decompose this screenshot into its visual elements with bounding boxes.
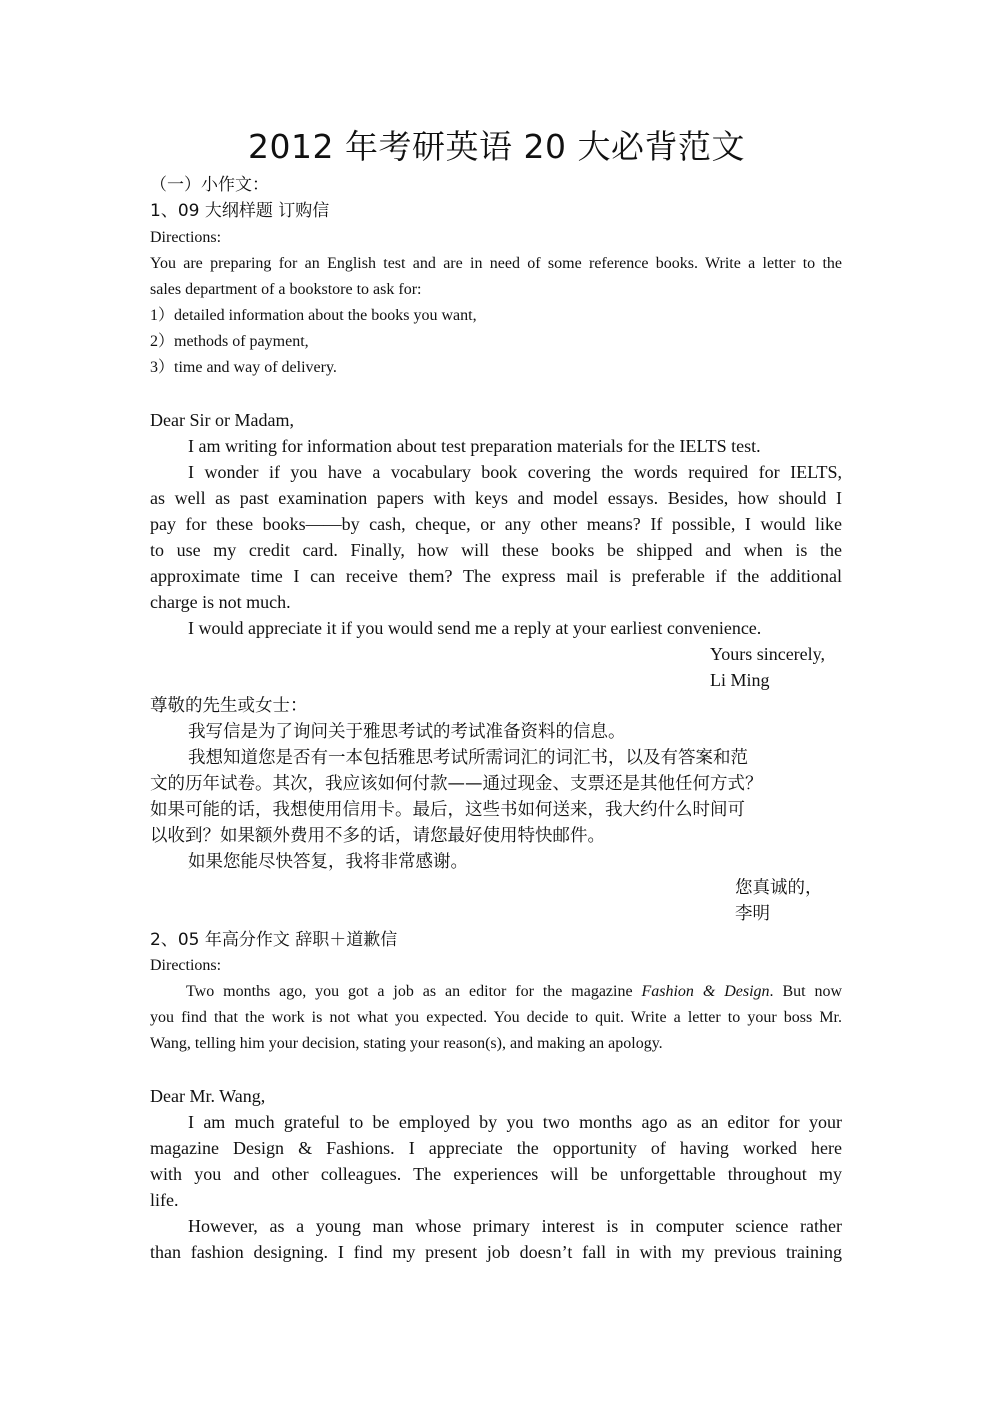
item2-directions-text: you find that the work is not what you expected. You decide to quit. Write a letter to your boss Mr.	[150, 1009, 842, 1026]
page-title: 2012 年考研英语 20 大必背范文	[248, 127, 745, 166]
letter1-cn-paragraph: 如果可能的话，我想使用信用卡。最后，这些书如何送来，我大约什么时间可	[150, 800, 745, 820]
letter1-paragraph: I am writing for information about test preparation materials for the IELTS test.	[188, 436, 761, 456]
magazine-title: Fashion & Design	[641, 983, 770, 1000]
letter2-paragraph: than fashion designing. I find my present job doesn’t fall in with my previous training	[150, 1242, 842, 1262]
letter1-salutation: Dear Sir or Madam,	[150, 410, 294, 430]
item2-heading: 2、05 年高分作文 辞职＋道歉信	[150, 930, 398, 950]
letter2-paragraph: with you and other colleagues. The experiences will be unforgettable throughout my	[150, 1164, 842, 1184]
letter2-paragraph: life.	[150, 1190, 179, 1210]
letter1-cn-salutation: 尊敬的先生或女士：	[150, 696, 308, 716]
letter1-paragraph: charge is not much.	[150, 592, 291, 612]
item1-directions-text: You are preparing for an English test and are in need of some reference books. Write a letter to the	[150, 255, 842, 272]
letter2-paragraph: I am much grateful to be employed by you two months ago as an editor for your	[188, 1112, 842, 1132]
letter1-cn-paragraph: 文的历年试卷。其次，我应该如何付款——通过现金、支票还是其他任何方式？	[150, 774, 763, 794]
letter1-cn-paragraph: 如果您能尽快答复，我将非常感谢。	[188, 852, 468, 872]
item2-directions-text: Wang, telling him your decision, stating your reason(s), and making an apology.	[150, 1035, 663, 1052]
item2-directions-label: Directions:	[150, 957, 222, 974]
letter1-paragraph: I wonder if you have a vocabulary book covering the words required for IELTS,	[188, 462, 842, 482]
item1-directions-label: Directions:	[150, 229, 222, 246]
item1-point: 3）time and way of delivery.	[150, 359, 337, 376]
item1-heading: 1、09 大纲样题 订购信	[150, 201, 330, 221]
letter1-cn-paragraph: 以收到？如果额外费用不多的话，请您最好使用特快邮件。	[150, 826, 605, 846]
letter1-cn-closing: 您真诚的，	[735, 878, 823, 898]
letter1-cn-paragraph: 我写信是为了询问关于雅思考试的考试准备资料的信息。	[188, 722, 626, 742]
letter1-paragraph: pay for these books——by cash, cheque, or any other means? If possible, I would like	[150, 514, 842, 534]
letter1-paragraph: approximate time I can receive them? The express mail is preferable if the additional	[150, 566, 842, 586]
letter1-closing: Yours sincerely,	[710, 644, 825, 664]
item2-directions-text: Two months ago, you got a job as an editor for the magazine Fashion & Design. But now	[186, 983, 843, 1000]
letter1-paragraph: as well as past examination papers with keys and model essays. Besides, how should I	[150, 488, 842, 508]
letter1-paragraph: to use my credit card. Finally, how will these books be shipped and when is the	[150, 540, 842, 560]
item1-point: 2）methods of payment,	[150, 333, 309, 350]
letter1-cn-signature: 李明	[735, 904, 770, 924]
letter1-cn-paragraph: 我想知道您是否有一本包括雅思考试所需词汇的词汇书，以及有答案和范	[188, 748, 748, 768]
letter2-paragraph: However, as a young man whose primary interest is in computer science rather	[188, 1216, 842, 1236]
letter2-salutation: Dear Mr. Wang,	[150, 1086, 266, 1106]
letter2-paragraph: magazine Design & Fashions. I appreciate the opportunity of having worked here	[150, 1138, 842, 1158]
letter1-signature: Li Ming	[710, 670, 770, 690]
item1-directions-text: sales department of a bookstore to ask for:	[150, 281, 422, 298]
letter1-paragraph: I would appreciate it if you would send me a reply at your earliest convenience.	[188, 618, 762, 638]
section-heading: （一）小作文：	[150, 175, 269, 195]
item1-point: 1）detailed information about the books you want,	[150, 307, 477, 324]
